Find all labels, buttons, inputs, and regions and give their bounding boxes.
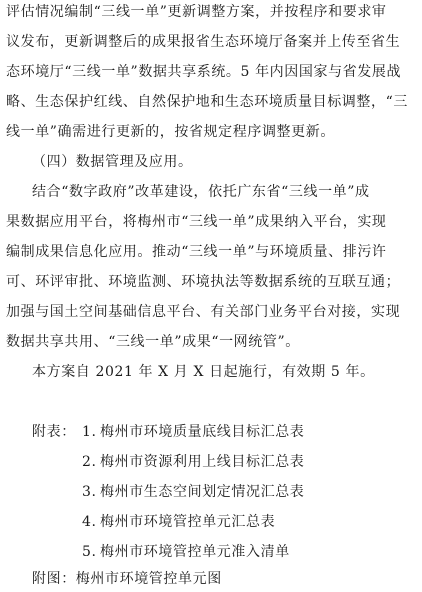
annex-item-number: 3. (82, 484, 97, 500)
annex-item-title: 梅州市环境管控单元汇总表 (100, 514, 276, 530)
annex-item-3 (82, 483, 304, 501)
body-line-4: 略、生态保护红线、自然保护地和生态环境质量目标调整，“三 (6, 94, 408, 110)
annex-item-number: 4. (82, 514, 97, 530)
annex-item-title: 梅州市环境质量底线目标汇总表 (100, 424, 305, 440)
section-line-1: 结合“数字政府”改革建设，依托广东省“三线一单”成 (32, 184, 370, 200)
effective-date-line: 本方案自 2021 年 X 月 X 日起施行，有效期 5 年。 (32, 364, 375, 380)
annex-item-number: 5. (82, 544, 97, 560)
attached-map-line: 附图：梅州市环境管控单元图 (32, 571, 222, 587)
section-line-4: 可、环评审批、环境监测、环境执法等数据系统的互联互通； (6, 274, 401, 290)
annex-item-2 (82, 453, 304, 471)
body-line-5: 线一单”确需进行更新的，按省规定程序调整更新。 (6, 124, 335, 140)
annex-item-title: 梅州市生态空间划定情况汇总表 (100, 484, 305, 500)
annex-item-title: 梅州市资源利用上线目标汇总表 (100, 454, 305, 470)
section-line-5: 加强与国土空间基础信息平台、有关部门业务平台对接，实现 (6, 304, 401, 320)
body-line-2: 议发布，更新调整后的成果报省生态环境厅备案并上传至省生 (6, 34, 401, 50)
annex-item-title: 梅州市环境管控单元准入清单 (100, 544, 290, 560)
section-line-2: 果数据应用平台，将梅州市“三线一单”成果纳入平台，实现 (6, 214, 387, 230)
section-line-6: 数据共享共用、“三线一单”成果“一网统管”。 (6, 334, 300, 350)
annex-item-5 (82, 543, 290, 561)
annex-item-1 (82, 423, 304, 441)
section-line-3: 编制成果信息化应用。推动“三线一单”与环境质量、排污许 (6, 244, 387, 260)
annex-item-number: 2. (82, 454, 97, 470)
annex-item-4 (82, 513, 275, 531)
annex-label: 附表： (32, 424, 76, 440)
body-line-1: 评估情况编制“三线一单”更新调整方案，并按程序和要求审 (6, 4, 387, 20)
section-heading: （四）数据管理及应用。 (32, 154, 193, 170)
body-line-3: 态环境厅“三线一单”数据共享系统。5 年内因国家与省发展战 (6, 64, 402, 80)
annex-item-number: 1. (82, 424, 97, 440)
